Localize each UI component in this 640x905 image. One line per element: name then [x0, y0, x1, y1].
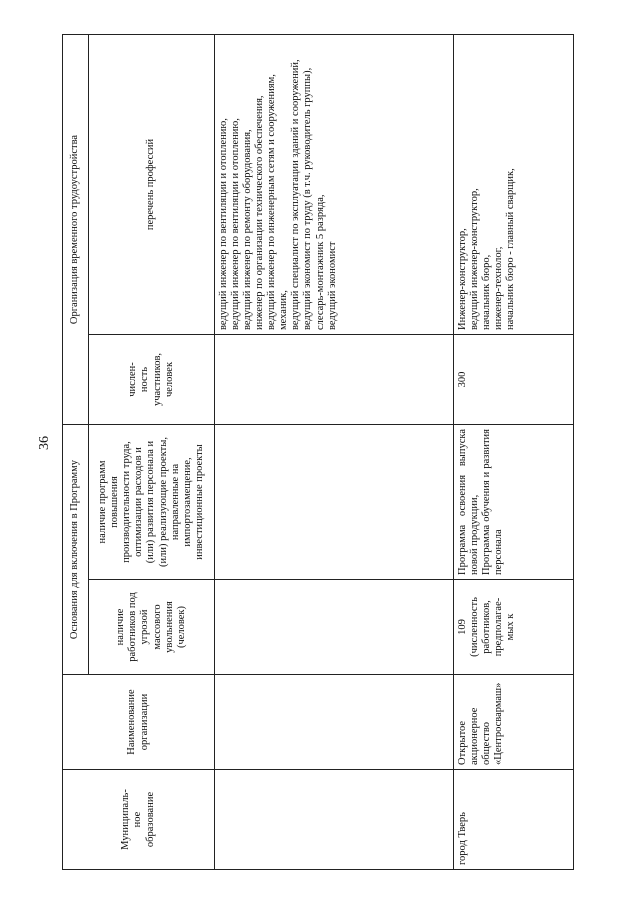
header-workers-threat: наличие работников под угрозой массового увольнения (человек): [89, 580, 215, 675]
cell-programs: [215, 425, 454, 580]
header-participants: числен- ность участников, человек: [89, 335, 215, 425]
table-row: [454, 35, 574, 870]
page-number: 36: [37, 436, 52, 450]
program-table: [62, 34, 574, 870]
cell-programs: Программа освоения выпуска новой продукции, Программа обучения и развития персонала: [454, 425, 574, 580]
cell-municipality: город Тверь: [454, 770, 574, 870]
cell-participants: 300: [454, 335, 574, 425]
cell-professions: ведущий инженер по вентиляции и отоплению, ведущий инженер по вентиляции и отоплению, ведущий инженер по ремонту оборудования, инженер по организации технического обеспечения, ведущий инженер по инженерным сетям и сооружениям, механик, ведущий специалист по эксплуатации зданий и сооружений, ведущий экономист по труду (в т.ч. руководитель группы), слесарь-монтажник 5 разряда, ведущий экономист: [215, 35, 454, 335]
cell-workers-threat: [215, 580, 454, 675]
header-municipality: Муниципаль- ное образование: [63, 770, 215, 870]
table-row: [215, 35, 454, 870]
cell-participants: [215, 335, 454, 425]
header-organization: Наименование организации: [63, 675, 215, 770]
cell-organization: [215, 675, 454, 770]
cell-municipality: [215, 770, 454, 870]
cell-organization: Открытое акционерное общество «Центросвармаш»: [454, 675, 574, 770]
header-basis-group: Основания для включения в Программу: [63, 425, 89, 675]
cell-workers-threat: 109 (численность работников, предполагае- мых к: [454, 580, 574, 675]
rotated-table-wrapper: [62, 35, 573, 870]
header-professions: перечень профессий: [89, 35, 215, 335]
header-employment-group: Организация временного трудоустройства: [63, 35, 89, 425]
cell-professions: Инженер-конструктор, ведущий инженер-конструктор, начальник бюро, инженер-технолог, начальник бюро - главный сварщик,: [454, 35, 574, 335]
header-programs: наличие программ повышения производительности труда, оптимизации расходов и (или) развития персонала и (или) реализующие проекты, направленные на импортозамещение, инвестиционные проекты: [89, 425, 215, 580]
